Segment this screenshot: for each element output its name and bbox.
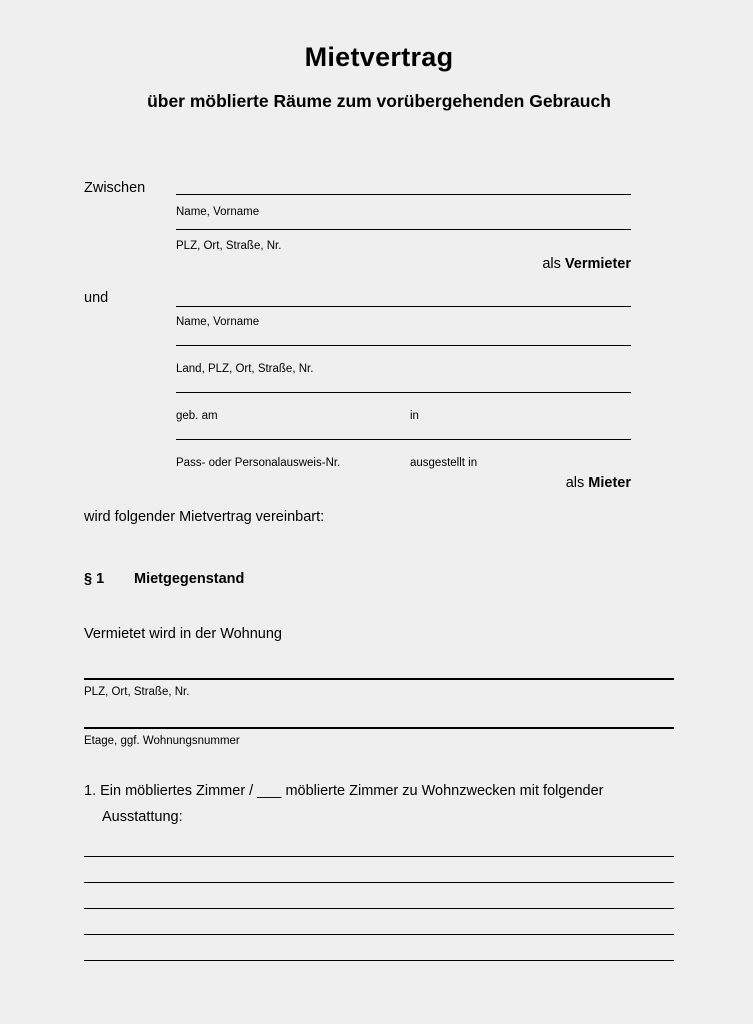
blank-line[interactable] — [84, 934, 674, 935]
wohnung-address-line[interactable] — [84, 678, 674, 680]
section-1-number: § 1 — [84, 571, 105, 587]
tenant-address-caption: Land, PLZ, Ort, Straße, Nr. — [176, 363, 314, 375]
tenant-name-line[interactable] — [176, 306, 631, 307]
label-und: und — [84, 290, 109, 306]
section-1-item-1-line-1: 1. Ein möbliertes Zimmer / ___ möblierte Zimmer zu Wohnzwecken mit folgender — [84, 783, 604, 799]
landlord-role — [176, 256, 631, 272]
tenant-id-line[interactable] — [176, 439, 631, 440]
tenant-id-caption: Pass- oder Personalausweis-Nr. — [176, 457, 341, 469]
tenant-birth-caption: geb. am — [176, 410, 218, 422]
tenant-role — [176, 475, 631, 491]
landlord-name-line[interactable] — [176, 194, 631, 195]
wohnung-address-caption: PLZ, Ort, Straße, Nr. — [84, 686, 190, 698]
tenant-name-row — [84, 284, 674, 316]
label-zwischen: Zwischen — [84, 180, 146, 196]
wohnung-floor-line[interactable] — [84, 727, 674, 729]
wohnung-floor-caption: Etage, ggf. Wohnungsnummer — [84, 735, 240, 747]
tenant-address-line[interactable] — [176, 345, 631, 346]
tenant-address-caption-row — [84, 363, 674, 410]
document-content — [84, 0, 674, 961]
section-1-intro: Vermietet wird in der Wohnung — [84, 626, 283, 642]
section-1-title: Mietgegenstand — [134, 571, 245, 587]
section-1-heading — [84, 571, 674, 587]
tenant-id-issued-caption: ausgestellt in — [410, 457, 478, 469]
landlord-name-row — [84, 172, 674, 206]
blank-line[interactable] — [84, 908, 674, 909]
tenant-birth-line[interactable] — [176, 392, 631, 393]
landlord-name-caption-row — [84, 206, 674, 240]
landlord-name-caption: Name, Vorname — [176, 206, 260, 218]
page-title: Mietvertrag — [304, 42, 454, 72]
landlord-address-line[interactable] — [176, 229, 631, 230]
landlord-role-word: Vermieter — [564, 256, 631, 272]
ausstattung-blank-lines — [84, 856, 674, 961]
tenant-id-caption-row — [84, 457, 674, 501]
tenant-birth-caption-row — [84, 410, 674, 457]
tenant-name-caption: Name, Vorname — [176, 316, 260, 328]
section-1-item-1-line-2: Ausstattung: — [102, 809, 183, 825]
landlord-address-caption-row — [84, 240, 674, 284]
page-subtitle: über möblierte Räume zum vorübergehenden Gebrauch — [147, 91, 611, 111]
blank-line[interactable] — [84, 882, 674, 883]
blank-line[interactable] — [84, 856, 674, 857]
tenant-name-caption-row — [84, 316, 674, 363]
tenant-role-prefix: als — [565, 475, 589, 491]
agreement-line: wird folgender Mietvertrag vereinbart: — [84, 509, 325, 525]
blank-line[interactable] — [84, 960, 674, 961]
parties-block — [84, 172, 674, 501]
landlord-address-caption: PLZ, Ort, Straße, Nr. — [176, 240, 282, 252]
tenant-role-word: Mieter — [588, 475, 631, 491]
landlord-role-prefix: als — [542, 256, 565, 272]
tenant-birthplace-caption: in — [410, 410, 419, 422]
